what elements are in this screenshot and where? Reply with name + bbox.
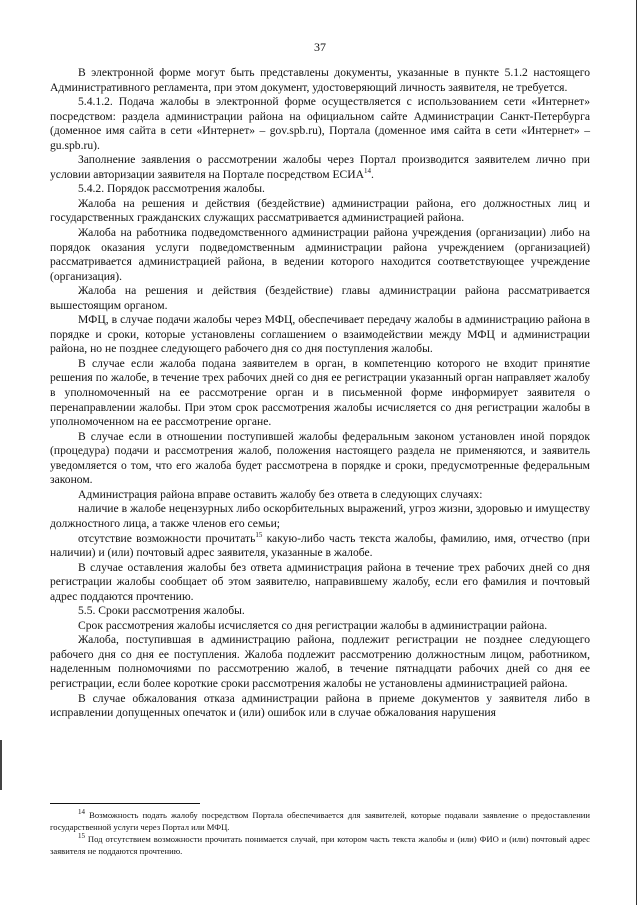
footnotes (50, 809, 590, 857)
paragraph-complaint-district: Жалоба на решения и действия (бездействие) администрации района, его должностных лиц и государственных гражданских служащих рассматривается администрацией района. (50, 196, 590, 225)
footnote-mark-15: 15 (78, 832, 85, 841)
section-heading-5-4-2: 5.4.2. Порядок рассмотрения жалобы. (78, 182, 265, 196)
paragraph-esia-end: . (371, 167, 374, 181)
scan-margin-mark (0, 740, 2, 790)
footnote-text-14: Возможность подать жалобу посредством Портала обеспечивается для заявителей, которые подавали заявление о предоставлении государственной услуги через Портал или МФЦ. (50, 810, 590, 832)
footnote-ref-14: 14 (364, 166, 372, 175)
footnote-mark-14: 14 (78, 808, 85, 817)
paragraph-term-start: Срок рассмотрения жалобы исчисляется со дня регистрации жалобы в администрации района. (78, 618, 548, 632)
footnote-15 (50, 833, 590, 857)
paragraph-complaint-subordinate: Жалоба на работника подведомственного администрации района учреждения (организации) либо на порядок оказания услуги подведомственным администрации района учреждением (организацией) рассматривается администрацией района, в ведении которого находится соответствующее учреждение (организация). (50, 226, 590, 283)
paragraph-mfc: МФЦ, в случае подачи жалобы через МФЦ, обеспечивает передачу жалобы в администрацию района в порядке и сроки, которые установлены соглашением о взаимодействии между МФЦ и администрации района, но не позднее следующего рабочего дня со дня поступления жалобы. (50, 313, 590, 356)
page-number: 37 (314, 40, 326, 54)
paragraph-obscene: наличие в жалобе нецензурных либо оскорбительных выражений, угроз жизни, здоровью и имуществу должностного лица, а также членов его семьи; (50, 502, 590, 530)
scan-edge-line (636, 0, 637, 905)
paragraph-electronic-form: В электронной форме могут быть представлены документы, указанные в пункте 5.1.2 настоящего Административного регламента, при этом документ, удостоверяющий личность заявителя, не требуется. (50, 66, 590, 94)
paragraph-refusal-appeal: В случае обжалования отказа администрации района в приеме документов у заявителя либо в исправлении допущенных опечаток и (или) ошибок или в случае обжалования нарушения (50, 691, 590, 720)
footnote-text-15: Под отсутствием возможности прочитать понимается случай, при котором часть текста жалобы и (или) ФИО и (или) почтовый адрес заявителя не поддаются прочтению. (50, 834, 590, 856)
document-body (50, 66, 590, 721)
paragraph-esia (50, 153, 590, 182)
paragraph-unreadable-after: какую-либо часть текста жалобы, фамилию, имя, отчество (при наличии) и (или) почтовый адрес заявителя, указанные в жалобе. (50, 531, 590, 560)
paragraph-no-answer-cases: Администрация района вправе оставить жалобу без ответа в следующих случаях: (78, 487, 483, 501)
paragraph-federal-law: В случае если в отношении поступившей жалобы федеральным законом установлен иной порядок (процедура) подачи и рассмотрения жалоб, положения настоящего раздела не применяются, и заявитель уведомляется о том, что его жалоба будет рассмотрена в порядке и сроки, предусмотренные федеральным законом. (50, 429, 590, 487)
paragraph-complaint-head: Жалоба на решения и действия (бездействие) главы администрации района рассматривается вышестоящим органом. (50, 284, 590, 312)
paragraph-registration: Жалоба, поступившая в администрацию района, подлежит регистрации не позднее следующего рабочего дня со дня ее поступления. Жалоба подлежит рассмотрению должностным лицом, работником, наделенным полномочиями по рассмотрению жалоб, в течение пятнадцати рабочих дней со дня ее регистрации, если более короткие сроки рассмотрения жалобы не установлены администрацией района. (50, 633, 590, 690)
paragraph-esia-text: Заполнение заявления о рассмотрении жалобы через Портал производится заявителем лично при условии авторизации заявителя на Портале посредством ЕСИА (50, 153, 590, 181)
paragraph-wrong-authority: В случае если жалоба подана заявителем в орган, в компетенцию которого не входит принятие решения по жалобе, в течение трех рабочих дней со дня ее регистрации указанный орган направляет жалобу в уполномоченный на ее рассмотрение орган и в письменной форме информирует заявителя о перенаправлении жалобы. При этом срок рассмотрения жалобы исчисляется со дня регистрации жалобы в уполномоченном на ее рассмотрение органе. (50, 356, 590, 429)
section-heading-5-5: 5.5. Сроки рассмотрения жалобы. (78, 604, 245, 618)
footnote-ref-15: 15 (255, 530, 263, 539)
paragraph-5-4-1-2: 5.4.1.2. Подача жалобы в электронной форме осуществляется с использованием сети «Интернет» посредством: раздела администрации района на официальном сайте Администрации Санкт-Петербурга (доменное имя сайта в сети «Интернет» – gov.spb.ru), Портала (доменное имя сайта в сети «Интернет» – gu.spb.ru). (50, 95, 590, 152)
paragraph-unreadable-before: отсутствие возможности прочитать (78, 531, 256, 545)
footnote-14 (50, 809, 590, 833)
paragraph-notify-no-answer: В случае оставления жалобы без ответа администрация района в течение трех рабочих дней со дня регистрации жалобы сообщает об этом заявителю, направившему жалобу, если его фамилия и почтовый адрес поддаются прочтению. (50, 560, 590, 603)
paragraph-unreadable (50, 532, 590, 561)
footnote-divider (50, 803, 200, 804)
